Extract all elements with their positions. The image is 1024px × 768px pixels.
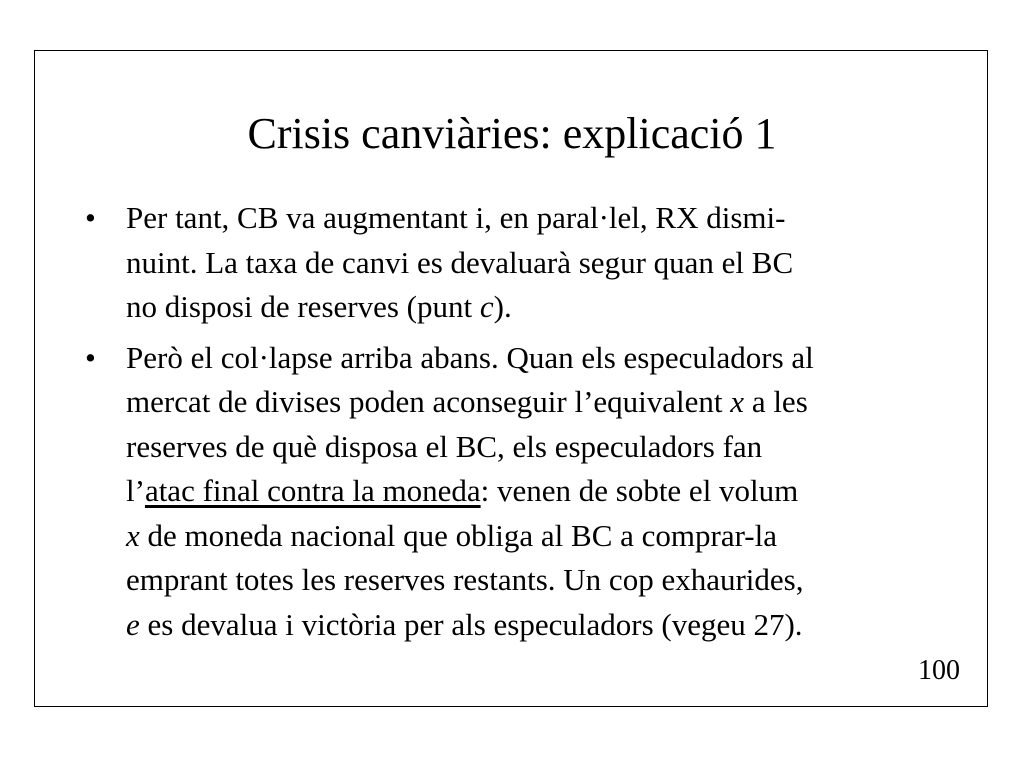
bullet-marker: • <box>85 200 96 235</box>
variable-c: c <box>479 289 494 324</box>
bullet2-line6: emprant totes les reserves restants. Un cop exhaurides, <box>126 562 804 597</box>
bullet2-line4 <box>126 469 966 514</box>
bullet-item-1 <box>82 196 966 330</box>
bullet2-line5 <box>126 514 966 559</box>
variable-x: x <box>730 384 745 419</box>
bullet2-line2 <box>126 380 966 425</box>
bullet2-line7 <box>126 603 966 648</box>
bullet2-line4-start: l’ <box>126 473 145 508</box>
bullet2-line7-text: es devalua i victòria per als especuladors (vegeu 27). <box>139 606 803 642</box>
bullet-list <box>82 196 966 653</box>
bullet2-line1: Però el col·lapse arriba abans. Quan els especuladors al <box>126 339 814 375</box>
bullet2-line3: reserves de què disposa el BC, els especuladors fan <box>126 428 763 464</box>
bullet1-line3-end: ). <box>493 289 512 324</box>
bullet2-line4-end: : venen de sobte el volum <box>480 473 799 508</box>
bullet1-line1: Per tant, CB va augmentant i, en paral·lel, RX dismi- <box>126 200 786 235</box>
variable-e: e <box>126 606 140 642</box>
bullet2-line2-text: mercat de divises poden aconseguir l’equivalent <box>126 384 731 419</box>
bullet2-line5-text: de moneda nacional que obliga al BC a comprar-la <box>139 517 777 553</box>
bullet-item-2 <box>82 336 966 648</box>
variable-x: x <box>126 517 140 553</box>
bullet1-line3-text: no disposi de reserves (punt <box>126 289 480 324</box>
slide-title: Crisis canviàries: explicació 1 <box>247 109 777 158</box>
page-number: 100 <box>918 655 960 686</box>
bullet2-line2-end: a les <box>744 384 808 419</box>
bullet-marker: • <box>85 339 96 375</box>
underlined-phrase: atac final contra la moneda <box>144 473 481 508</box>
bullet1-line2: nuint. La taxa de canvi es devaluarà segur quan el BC <box>126 244 794 280</box>
bullet1-line3 <box>126 285 966 330</box>
